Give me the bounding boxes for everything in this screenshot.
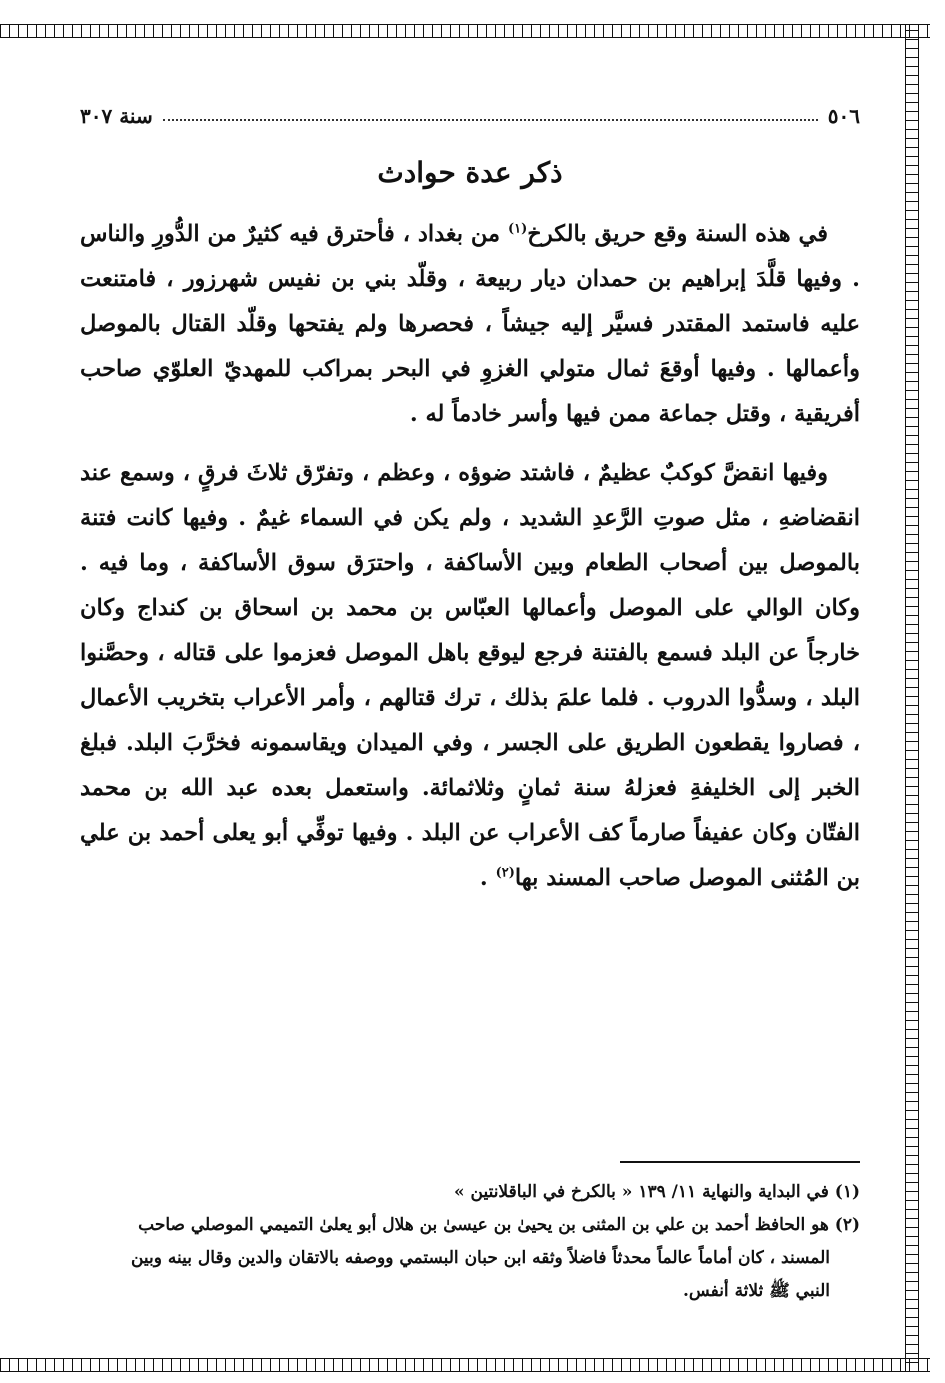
- footnote-2-line-1: (٢) هو الحافظ أحمد بن علي بن المثنى بن يحيىٰ بن عيسىٰ بن هلال أبو يعلىٰ التميمي الموصلي صاحب: [138, 1215, 860, 1235]
- running-head: [80, 98, 860, 128]
- paragraph-2-text-b: .: [479, 865, 496, 891]
- paragraph-1-text-a: في هذه السنة وقع حريق بالكرخ: [527, 221, 828, 247]
- book-page: [80, 84, 860, 1344]
- footnote-1: (١) في البداية والنهاية ١١/ ١٣٩ « بالكرخ في الباقلانتين »: [453, 1182, 860, 1202]
- footnote-2-line-3: النبي ﷺ ثلاثة أنفس.: [683, 1281, 830, 1301]
- footnote-2-line-2: المسند ، كان أماماً عالماً محدثاً فاضلاً وثقه ابن حبان البستمي ووصفه بالاتقان والدين وقال بينه وبين: [130, 1248, 830, 1268]
- body-text: [80, 212, 860, 915]
- header-year: سنة ٣٠٧: [80, 104, 153, 128]
- footnote-ref-1: (١): [508, 221, 528, 237]
- footnote-ref-2: (٢): [495, 865, 515, 881]
- decorative-border-bottom: [0, 1358, 930, 1372]
- decorative-border-top: [0, 24, 930, 38]
- section-title: ذكر عدة حوادث: [377, 156, 563, 189]
- paragraph-1: [80, 212, 860, 437]
- paragraph-1-text-b: من بغداد ، فأحترق فيه كثيرٌ من الدُّورِ والناس . وفيها قلَّدَ إبراهيم بن حمدان ديار ربيعة ، وقلّد بني بن نفيس شهرزور ، فامتنعت عليه فاستمد المقتدر فسيَّر إليه جيشاً ، فحصرها ولم يفتحها وقلّد القتال بالموصل وأعمالها . وفيها أوقعَ ثمال متولي الغزوِ في البحر بمراكب للمهديّ العلوّي صاحب أفريقية ، وقتل جماعة ممن فيها وأسر خادماً له .: [80, 221, 860, 427]
- footnotes: [80, 1176, 860, 1308]
- header-leader-dots: [163, 119, 818, 121]
- paragraph-2-text-a: وفيها انقضَّ كوكبٌ عظيمٌ ، فاشتد ضوؤه ، وعظم ، وتفرّق ثلاثَ فرقٍ ، وسمع عند انقضاضهِ ، مثل صوتِ الرَّعدِ الشديد ، ولم يكن في السماء غيمٌ . وفيها كانت فتنة بالموصل بين أصحاب الطعام وبين الأساكفة ، واحترَق سوق الأساكفة ، وما فيه . وكان الوالي على الموصل وأعمالها العبّاس بن محمد بن اسحاق بن كنداج وكان خارجاً عن البلد فسمع بالفتنة فرجع ليوقع باهل الموصل فعزموا على قتاله ، وحصَّنوا البلد ، وسدُّوا الدروب . فلما علمَ بذلك ، ترك قتالهم ، وأمر الأعراب بتخريب الأعمال ، فصاروا يقطعون الطريق على الجسر ، وفي الميدان ويقاسمونه فخرَّبَ البلد. فبلغ الخبر إلى الخليفةِ فعزلهُ سنة ثمانٍ وثلاثمائة. واستعمل بعده عبد الله بن محمد الفتّان وكان عفيفاً صارماً كف الأعراب عن البلد . وفيها توفِّي أبو يعلى أحمد بن علي بن المُثنى الموصل صاحب المسند بها: [80, 460, 860, 891]
- footnote-separator: [620, 1161, 860, 1163]
- decorative-border-right: [905, 24, 919, 1372]
- paragraph-2: [80, 451, 860, 901]
- page-number: ٥٠٦: [827, 104, 860, 128]
